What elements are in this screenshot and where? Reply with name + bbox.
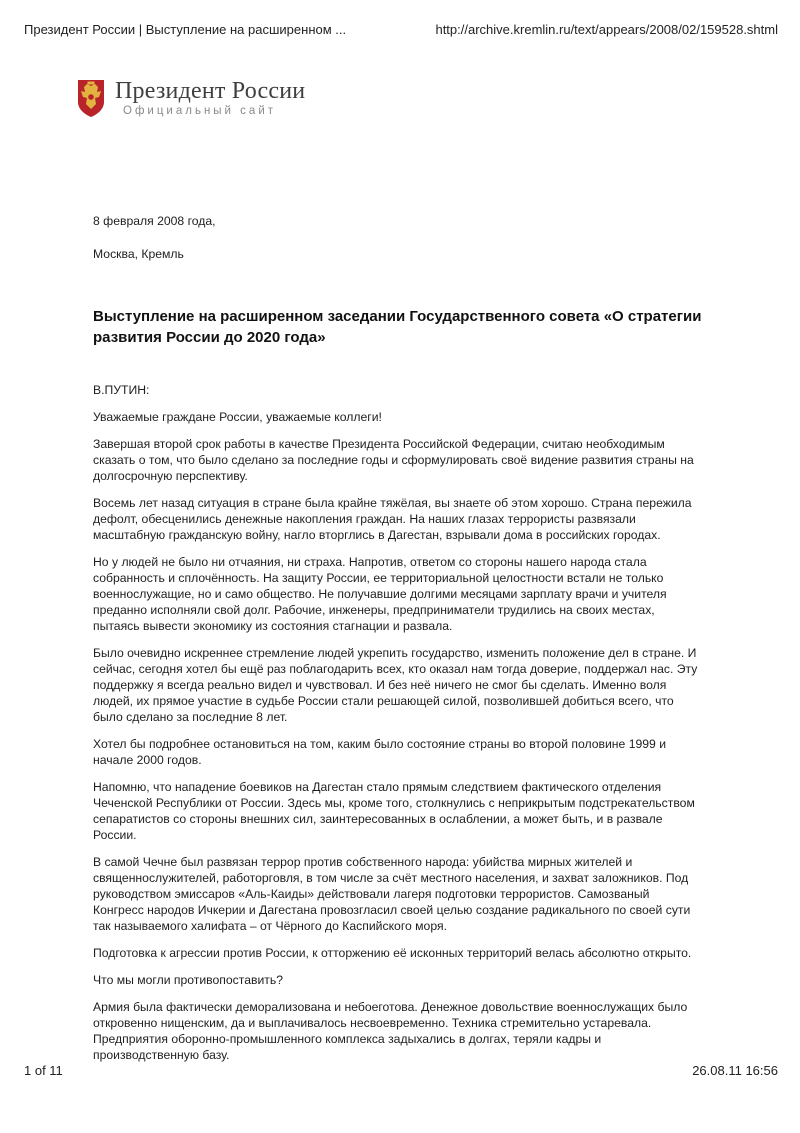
article-paragraph: Было очевидно искреннее стремление людей укрепить государство, изменить положение дел в стране. И сейчас, сегодня хотел бы ещё раз поблагодарить всех, кто оказал нам тогда доверие, поддержал нас. Эту поддержку я всегда реально видел и чувствовал. И без неё ничего не смог бы сделать. Именно воля людей, их прямое участие в судьбе России стали решающей силой, позволившей добиться всего, что было сделано за последние 8 лет. xyxy=(93,646,698,724)
print-page-title: Президент России | Выступление на расширенном ... xyxy=(24,22,347,37)
print-url: http://archive.kremlin.ru/text/appears/2008/02/159528.shtml xyxy=(435,22,778,37)
article-location: Москва, Кремль xyxy=(93,247,184,261)
russian-coat-of-arms-icon xyxy=(76,78,106,118)
article-paragraph: В самой Чечне был развязан террор против собственного народа: убийства мирных жителей и священнослужителей, работорговля, в том числе за счёт местного населения, и захват заложников. Под руководством эмиссаров «Аль-Каиды» действовали лагеря подготовки террористов. Самозваный Конгресс народов Ичкерии и Дагестана провозгласил своей целью создание радикального по своей сути так называемого халифата – от Чёрного до Каспийского моря. xyxy=(93,855,691,933)
print-header xyxy=(24,22,778,37)
speaker-name: В.ПУТИН: xyxy=(93,383,150,397)
article-paragraph: Завершая второй срок работы в качестве Президента Российской Федерации, считаю необходимым сказать о том, что было сделано за последние годы и сформулировать своё видение развития страны на долгосрочную перспективу. xyxy=(93,437,694,483)
article-title: Выступление на расширенном заседании Государственного совета «О стратегии развития России до 2020 года» xyxy=(93,308,702,346)
article-paragraph: Восемь лет назад ситуация в стране была крайне тяжёлая, вы знаете об этом хорошо. Страна пережила дефолт, обесценились денежные накопления граждан. На наших глазах террористы развязали масштабную гражданскую войну, нагло вторглись в Дагестан, взрывали дома в российских городах. xyxy=(93,496,692,542)
logo-subtitle: Официальный сайт xyxy=(123,105,277,117)
logo-text xyxy=(115,78,305,117)
logo-title: Президент России xyxy=(115,78,306,104)
site-logo[interactable] xyxy=(76,78,305,118)
print-footer xyxy=(24,1063,778,1078)
page-number: 1 of 11 xyxy=(24,1063,63,1078)
article-date: 8 февраля 2008 года, xyxy=(93,214,216,228)
article-paragraph: Что мы могли противопоставить? xyxy=(93,973,283,987)
article-paragraph: Но у людей не было ни отчаяния, ни страха. Напротив, ответом со стороны нашего народа стала собранность и сплочённость. На защиту России, ее территориальной целостности встали не только военнослужащие, но и само общество. Не получавшие долгими месяцами зарплату врачи и учителя преданно исполняли свой долг. Рабочие, инженеры, предприниматели трудились на своих местах, пытаясь вывести экономику из состояния стагнации и развала. xyxy=(93,555,667,633)
article-paragraph: Хотел бы подробнее остановиться на том, каким было состояние страны во второй половине 1999 и начале 2000 годов. xyxy=(93,737,667,767)
article-paragraph: Подготовка к агрессии против России, к отторжению её исконных территорий велась абсолютно открыто. xyxy=(93,946,692,960)
article-paragraph: Армия была фактически деморализована и небоеготова. Денежное довольствие военнослужащих было откровенно нищенским, да и выплачивалось несвоевременно. Техника стремительно устаревала. Предприятия оборонно-промышленного комплекса задыхались в долгах, теряли кадры и производственную базу. xyxy=(93,1000,688,1062)
article-paragraph: Уважаемые граждане России, уважаемые коллеги! xyxy=(93,410,382,424)
print-timestamp: 26.08.11 16:56 xyxy=(692,1063,778,1078)
article-paragraph: Напомню, что нападение боевиков на Дагестан стало прямым следствием фактического отделения Чеченской Республики от России. Здесь мы, кроме того, столкнулись с неприкрытым подстрекательством сепаратистов со стороны внешних сил, заинтересованных в ослаблении, а может быть, и в развале России. xyxy=(93,780,695,842)
article xyxy=(93,213,703,1074)
